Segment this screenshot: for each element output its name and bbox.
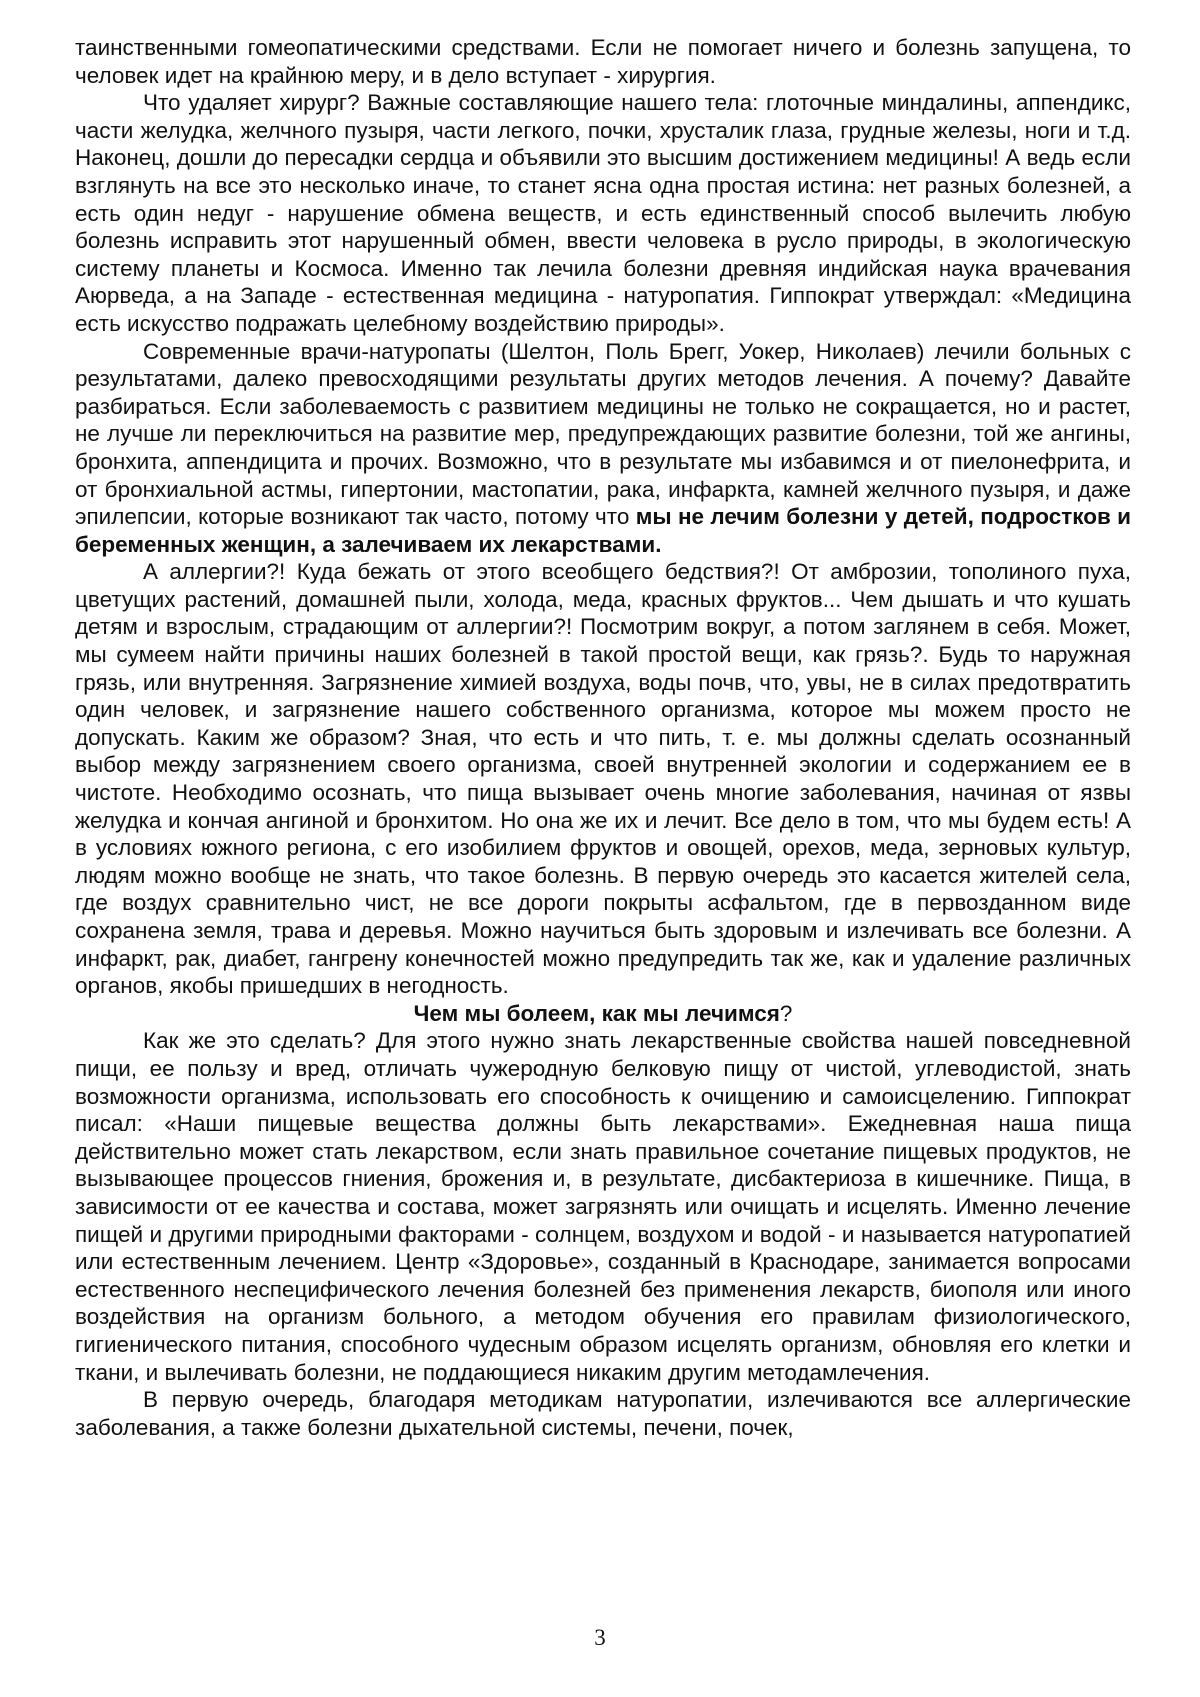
section-heading-mark: ?	[779, 1000, 793, 1026]
body-text	[75, 34, 1131, 1441]
paragraph-6: В первую очередь, благодаря методикам натуропатии, излечиваются все аллергические заболевания, а также болезни дыхательной системы, печени, почек,	[75, 1387, 1131, 1440]
paragraph-1: таинственными гомеопатическими средствами. Если не помогает ничего и болезнь запущена, то человек идет на крайнюю меру, и в дело вступает - хирургия.	[75, 35, 1131, 88]
section-heading	[75, 1000, 1131, 1028]
paragraph-4: А аллергии?! Куда бежать от этого всеобщего бедствия?! От амброзии, тополиного пуха, цветущих растений, домашней пыли, холода, меда, красных фруктов... Чем дышать и что кушать детям и взрослым, страдающим от аллергии?! Посмотрим вокруг, а потом заглянем в себя. Может, мы сумеем найти причины наших болезней в такой простой вещи, как грязь?. Будь то наружная грязь, или внутренняя. Загрязнение химией воздуха, воды почв, что, увы, не в силах предотвратить один человек, и загрязнение нашего собственного организма, которое мы можем просто не допускать. Каким же образом? Зная, что есть и что пить, т. е. мы должны сделать осознанный выбор между загрязнением своего организма, своей внутренней экологии и содержанием ее в чистоте. Необходимо осознать, что пища вызывает очень многие заболевания, начиная от язвы желудка и кончая ангиной и бронхитом. Но она же их и лечит. Все дело в том, что мы будем есть! А в условиях южного региона, с его изобилием фруктов и овощей, орехов, меда, зерновых культур, людям можно вообще не знать, что такое болезнь. В первую очередь это касается жителей села, где воздух сравнительно чист, не все дороги покрыты асфальтом, где в первозданном виде сохранена земля, трава и деревья. Можно научиться быть здоровым и излечивать все болезни. А инфаркт, рак, диабет, гангрену конечностей можно предупредить так же, как и удаление различных органов, якобы пришедших в негодность.	[75, 559, 1131, 999]
paragraph-3	[75, 338, 1131, 559]
paragraph-3-text: Современные врачи-натуропаты (Шелтон, Поль Брегг, Уокер, Николаев) лечили больных с результатами, далеко превосходящими результаты других методов лечения. А почему? Давайте разбираться. Если заболеваемость с развитием медицины не только не сокращается, но и растет, не лучше ли переключиться на развитие мер, предупреждающих развитие болезни, той же ангины, бронхита, аппендицита и прочих. Возможно, что в результате мы избавимся и от пиелонефрита, и от бронхиальной астмы, гипертонии, мастопатии, рака, инфаркта, камней желчного пузыря, и даже эпилепсии, которые возникают так часто, потому что	[75, 338, 1131, 530]
paragraph-5: Как же это сделать? Для этого нужно знать лекарственные свойства нашей повседневной пищи, ее пользу и вред, отличать чужеродную белковую пищу от чистой, углеводистой, знать возможности организма, использовать его способность к очищению и самоисцелению. Гиппократ писал: «Наши пищевые вещества должны быть лекарствами». Ежедневная наша пища действительно может стать лекарством, если знать правильное сочетание пищевых продуктов, не вызывающее процессов гниения, брожения и, в результате, дисбактериоза в кишечнике. Пища, в зависимости от ее качества и состава, может загрязнять или очищать и исцелять. Именно лечение пищей и другими природными факторами - солнцем, воздухом и водой - и называется натуропатией или естественным лечением. Центр «Здоровье», созданный в Краснодаре, занимается вопросами естественного неспецифического лечения болезней без применения лекарств, биополя или иного воздействия на организм больного, а методом обучения его правилам физиологического, гигиенического питания, способного чудесным образом исцелять организм, обновляя его клетки и ткани, и вылечивать болезни, не поддающиеся никаким другим методамлечения.	[75, 1028, 1131, 1385]
section-heading-text: Чем мы болеем, как мы лечимся	[413, 1000, 780, 1026]
paragraph-2: Что удаляет хирург? Важные составляющие нашего тела: глоточные миндалины, аппендикс, части желудка, желчного пузыря, части легкого, почки, хрусталик глаза, грудные железы, ноги и т.д. Наконец, дошли до пересадки сердца и объявили это высшим достижением медицины! А ведь если взглянуть на все это несколько иначе, то станет ясна одна простая истина: нет разных болезней, а есть один недуг - нарушение обмена веществ, и есть единственный способ вылечить любую болезнь исправить этот нарушенный обмен, ввести человека в русло природы, в экологическую систему планеты и Космоса. Именно так лечила болезни древняя индийская наука врачевания Аюрведа, а на Западе - естественная медицина - натуропатия. Гиппократ утверждал: «Медицина есть искусство подражать целебному воздействию природы».	[75, 90, 1131, 336]
paragraph-3-emphasis: мы не лечим болезни у детей, подростков и беременных женщин, а залечиваем их лекарствами.	[75, 504, 1131, 557]
page-number: 3	[594, 1625, 606, 1650]
